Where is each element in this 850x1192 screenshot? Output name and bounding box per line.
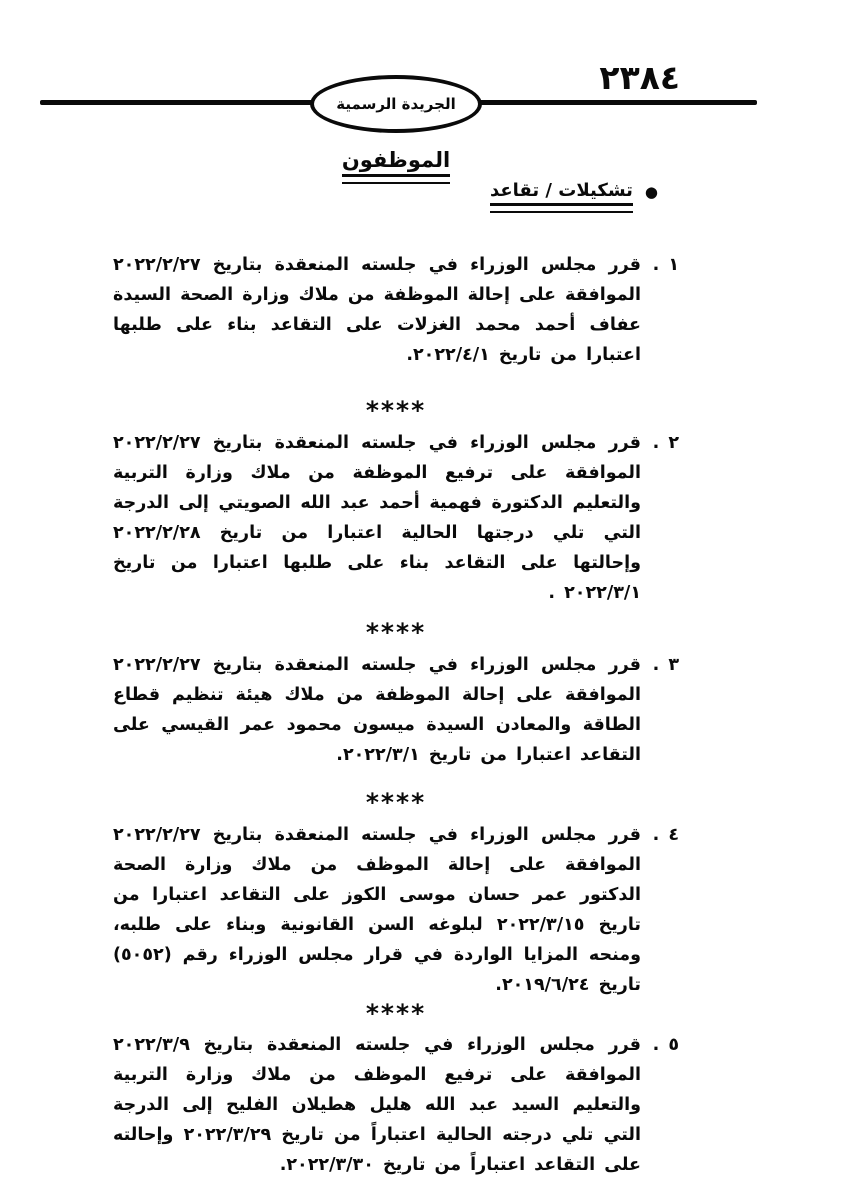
decree-separator: **** [365, 396, 427, 425]
decree-text: قرر مجلس الوزراء في جلسته المنعقدة بتاريخ ٢٠٢٢/٢/٢٧ الموافقة على إحالة الموظفة من ملاك وزارة الصحة السيدة عفاف أحمد محمد الغزلات على التقاعد بناء على طلبها اعتبارا من تاريخ ٢٠٢٢/٤/١. [113, 255, 641, 365]
decree-number: ٢ . [652, 433, 679, 453]
decree-text: قرر مجلس الوزراء في جلسته المنعقدة بتاريخ ٢٠٢٢/٢/٢٧ الموافقة على إحالة الموظف من ملاك وزارة الصحة الدكتور عمر حسان موسى الكوز على التقاعد اعتبارا من تاريخ ٢٠٢٢/٣/١٥ لبلوغه السن القانونية وبناء على طلبه، ومنحه المزايا الواردة في قرار مجلس الوزراء رقم (٥٠٥٢) تاريخ ٢٠١٩/٦/٢٤. [113, 825, 641, 995]
decree-number: ١ . [652, 255, 679, 275]
decree-text: قرر مجلس الوزراء في جلسته المنعقدة بتاريخ ٢٠٢٢/٣/٩ الموافقة على ترفيع الموظف من ملاك وزارة التربية والتعليم السيد عبد الله هليل هطيلان الفليح إلى الدرجة التي تلي درجته الحالية اعتباراً من تاريخ ٢٠٢٢/٣/٢٩ وإحالته على التقاعد اعتباراً من تاريخ ٢٠٢٢/٣/٣٠. [113, 1035, 642, 1175]
decree-separator: **** [365, 788, 427, 817]
decree-separator: **** [365, 999, 427, 1028]
subsection-title [490, 180, 633, 213]
decree-number: ٤ . [652, 825, 679, 845]
page-number: ٢٣٨٤ [599, 58, 680, 97]
gazette-masthead-badge [310, 75, 482, 133]
decree-number: ٥ . [652, 1035, 679, 1055]
decree-list [113, 250, 679, 1180]
section-title [342, 148, 450, 184]
decree-separator: **** [365, 618, 427, 647]
gazette-name: الجريدة الرسمية [336, 95, 456, 113]
decree-item [113, 428, 679, 608]
decree-item [113, 250, 679, 370]
section-title-row [113, 148, 679, 184]
decree-text: قرر مجلس الوزراء في جلسته المنعقدة بتاريخ ٢٠٢٢/٢/٢٧ الموافقة على إحالة الموظفة من ملاك هيئة تنظيم قطاع الطاقة والمعادن السيدة ميسون محمود عمر القيسي على التقاعد اعتبارا من تاريخ ٢٠٢٢/٣/١. [113, 655, 641, 765]
subsection-title-text: تشكيلات / تقاعد [490, 180, 633, 206]
decree-item [113, 820, 679, 1000]
decree-item [113, 1030, 679, 1180]
decree-number: ٣ . [652, 655, 679, 675]
section-title-text: الموظفون [342, 148, 450, 177]
subsection-row [490, 180, 658, 213]
decree-text: قرر مجلس الوزراء في جلسته المنعقدة بتاريخ ٢٠٢٢/٢/٢٧ الموافقة على ترفيع الموظفة من ملاك وزارة التربية والتعليم الدكتورة فهمية أحمد عبد الله الصويتي إلى الدرجة التي تلي درجتها الحالية اعتبارا من تاريخ ٢٠٢٢/٢/٢٨ وإحالتها على التقاعد بناء على طلبها اعتبارا من تاريخ ٢٠٢٢/٣/١ . [113, 433, 641, 603]
decree-item [113, 650, 679, 770]
bullet-icon: ● [644, 183, 658, 201]
